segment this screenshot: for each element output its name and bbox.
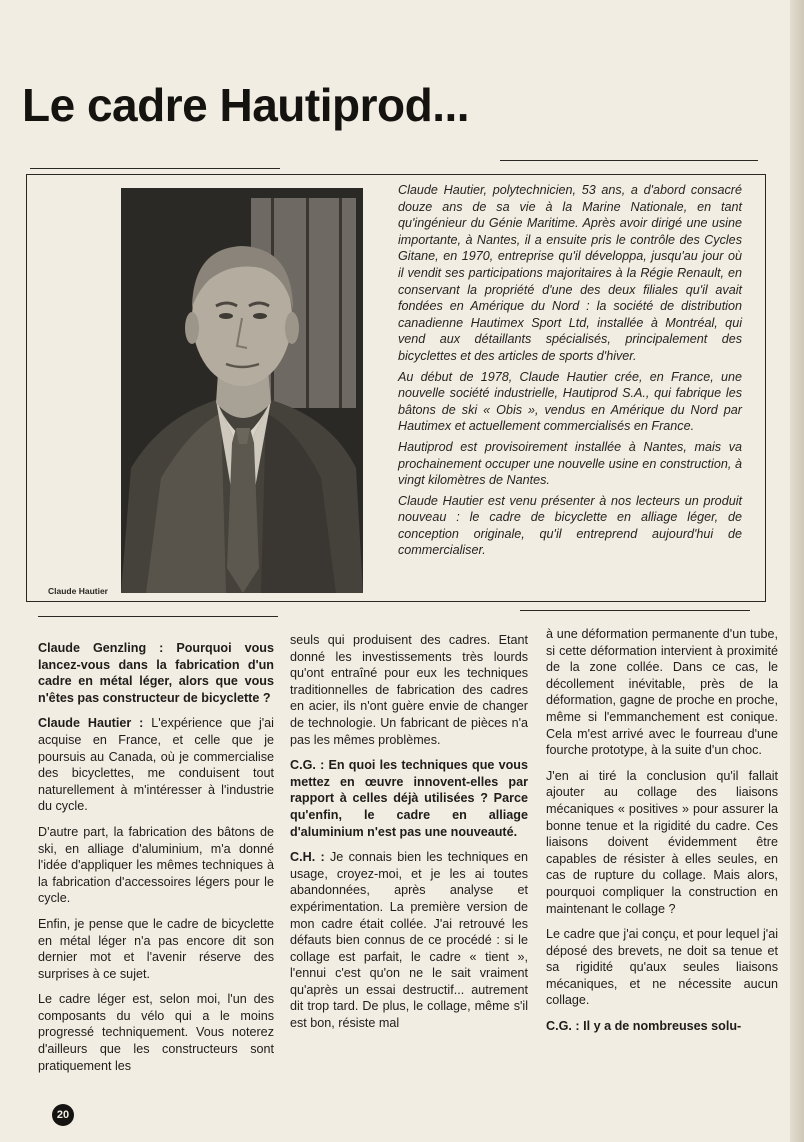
interview-answer [290, 849, 528, 1032]
article-column-1 [38, 640, 274, 1083]
top-rule-right [500, 160, 758, 161]
intro-paragraph: Au début de 1978, Claude Hautier crée, en France, une nouvelle société industrielle, Hautiprod S.A., qui fabrique les bâtons de ski « Obis », vendus en Amérique du Nord par Hautimex et actuellement commercialisés en France. [398, 369, 742, 434]
page-edge [790, 0, 804, 1142]
portrait-photo [121, 188, 363, 593]
article-paragraph: J'en ai tiré la conclusion qu'il fallait ajouter au collage des liaisons mécaniques « positives » pour assurer la bonne tenue et la rigidité du cadre. Ces liaisons doivent évidemment être capables de résister à elles seules, en cas de rupture du collage. Mais alors, pourquoi compliquer la construction en maintenant le collage ? [546, 768, 778, 916]
article-paragraph: à une déformation permanente d'un tube, si cette déformation intervient à proximité de la zone collée. Dans ce cas, le décollement inévitable, près de la déformation, gagne de proche en proche, même si l'emmanchement est conique. Cela m'est arrivé avec le fourreau d'une fourche prototype, à la suite d'un choc. [546, 627, 778, 758]
article-paragraph: D'autre part, la fabrication des bâtons de ski, en alliage d'aluminium, m'a donné l'idée d'appliquer les mêmes techniques à la fabrication d'accessoires légers pour le cycle. [38, 824, 274, 906]
speaker-label: Claude Hautier : [38, 716, 144, 731]
interview-question: Claude Genzling : Pourquoi vous lancez-vous dans la fabrication d'un cadre en métal léger, alors que vous n'êtes pas constructeur de bicyclette ? [38, 641, 274, 705]
speaker-label: C.H. : [290, 850, 325, 865]
bottom-rule-left [38, 616, 278, 617]
page-number: 20 [52, 1104, 74, 1126]
photo-caption: Claude Hautier [48, 586, 108, 596]
answer-text: Je connais bien les techniques en usage, croyez-moi, et je les ai toutes abandonnées, après analyse et expérimentation. La première version de mon cadre était collée. J'ai retrouvé les défauts bien connus de ce procédé : si le collage est parfait, le cadre « tient », l'ennui c'est qu'on ne le sait vraiment qu'après un essai destructif... autrement dit trop tard. De plus, le collage, même s'il est bon, résiste mal [290, 850, 528, 1031]
article-column-3 [546, 626, 778, 1044]
interview-answer [38, 715, 274, 815]
page-headline: Le cadre Hautiprod... [22, 79, 470, 131]
intro-paragraph: Claude Hautier, polytechnicien, 53 ans, a d'abord consacré douze ans de sa vie à la Marine Nationale, en tant qu'ingénieur du Génie Maritime. Après avoir dirigé une usine importante, à Nantes, il a ensuite pris le contrôle des Cycles Gitane, en 1970, entreprise qu'il développa, jusqu'au jour où il vendit ses participations majoritaires à la Régie Renault, en conservant la propriété d'une des deux filiales qu'il avait fondées en Amérique du Nord : la société de distribution canadienne Hautimex Sport Ltd, installée à Montréal, qui vend aux détaillants spécialisés, principalement des bicyclettes et des articles de sports d'hiver. [398, 183, 742, 363]
article-paragraph: Enfin, je pense que le cadre de bicyclette en métal léger n'a pas encore dit son dernier mot et l'avenir réserve des surprises à ce sujet. [38, 916, 274, 981]
interview-question: C.G. : En quoi les techniques que vous mettez en œuvre innovent-elles par rapport à celles déjà utilisées ? Parce qu'enfin, le cadre en alliage d'aluminium n'est pas une nouveauté. [290, 758, 528, 839]
interview-question: C.G. : Il y a de nombreuses solu- [546, 1019, 742, 1034]
intro-paragraph: Claude Hautier est venu présenter à nos lecteurs un produit nouveau : le cadre de bicyclette en alliage léger, de conception originale, qu'il entreprend aujourd'hui de commercialiser. [398, 493, 742, 558]
bottom-rule-right [520, 610, 750, 611]
intro-text [398, 182, 742, 563]
article-column-2 [290, 632, 528, 1041]
article-paragraph: Le cadre que j'ai conçu, et pour lequel j'ai déposé des brevets, ne doit sa tenue et sa rigidité qu'aux seules liaisons mécaniques, et ne nécessite aucun collage. [546, 927, 778, 1008]
intro-paragraph: Hautiprod est provisoirement installée à Nantes, mais va prochainement occuper une nouvelle usine en construction, à vingt kilomètres de Nantes. [398, 439, 742, 488]
article-paragraph: Le cadre léger est, selon moi, l'un des composants du vélo qui a le moins progressé techniquement. Vous noterez d'ailleurs que les constructeurs sont pratiquement les [38, 992, 274, 1073]
article-paragraph: seuls qui produisent des cadres. Etant donné les investissements très lourds qu'ont entraîné pour eux les techniques traditionnelles de fabrication des cadres en acier, ils n'ont guère envie de changer de technologie. Un fabricant de pièces n'a pas les mêmes problèmes. [290, 633, 528, 747]
top-rule-left [30, 168, 280, 169]
answer-text: L'expérience que j'ai acquise en France, et celle que je poursuis au Canada, où je commercialise des bicyclettes, me conduisent tout naturellement à m'intéresser à l'industrie du cycle. [38, 716, 274, 814]
